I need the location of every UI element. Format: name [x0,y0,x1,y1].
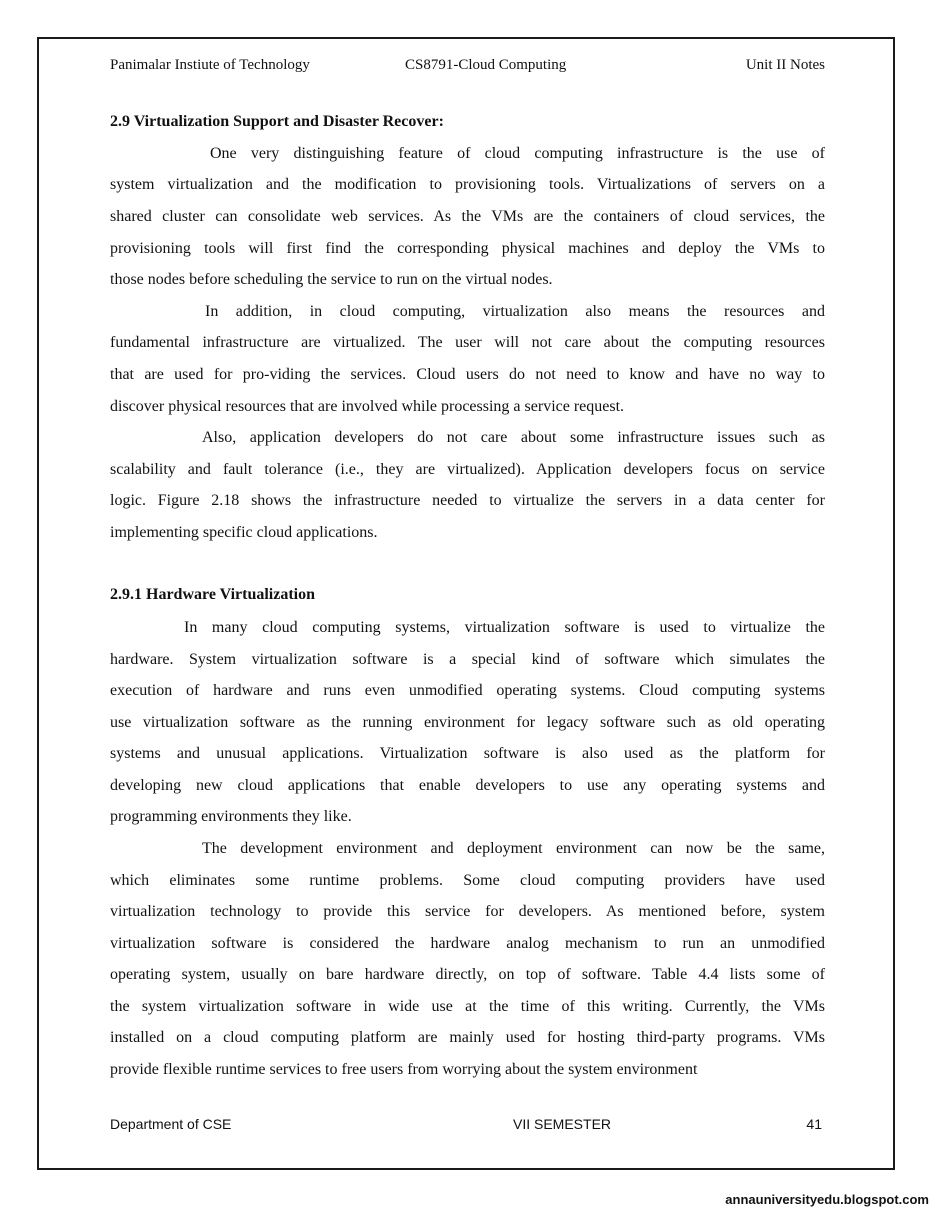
source-watermark: annauniversityedu.blogspot.com [725,1192,929,1207]
paragraph-line: One very distinguishing feature of cloud computing infrastructure is the use of [210,145,825,162]
paragraph-line: implementing specific cloud applications. [110,524,378,541]
paragraph-line: installed on a cloud computing platform are mainly used for hosting third-party programs. VMs [110,1029,825,1046]
paragraph-line: fundamental infrastructure are virtualized. The user will not care about the computing resources [110,334,825,351]
paragraph-line: provide flexible runtime services to free users from worrying about the system environment [110,1061,698,1078]
paragraph-line: execution of hardware and runs even unmodified operating systems. Cloud computing systems [110,682,825,699]
section-heading-2-9-1: 2.9.1 Hardware Virtualization [110,586,316,603]
paragraph-line: discover physical resources that are involved while processing a service request. [110,398,625,415]
footer-department: Department of CSE [110,1116,232,1132]
header-unit: Unit II Notes [745,57,825,73]
paragraph-line: provisioning tools will first find the corresponding physical machines and deploy the VMs to [110,240,825,257]
header-institute: Panimalar Instiute of Technology [110,57,310,73]
paragraph-line: which eliminates some runtime problems. Some cloud computing providers have used [110,872,825,889]
paragraph-line: that are used for pro-viding the services. Cloud users do not need to know and have no way to [110,366,825,383]
paragraph-line: systems and unusual applications. Virtualization software is also used as the platform for [110,745,825,762]
paragraph-line: programming environments they like. [110,808,352,825]
paragraph-line: virtualization software is considered the hardware analog mechanism to run an unmodified [110,935,825,952]
paragraph-line: In many cloud computing systems, virtualization software is used to virtualize the [184,619,825,636]
paragraph-line: The development environment and deployment environment can now be the same, [202,840,825,857]
paragraph-line: logic. Figure 2.18 shows the infrastructure needed to virtualize the servers in a data center for [110,492,825,509]
paragraph-line: In addition, in cloud computing, virtualization also means the resources and [205,303,825,320]
paragraph-line: use virtualization software as the running environment for legacy software such as old operating [110,714,825,731]
paragraph-line: those nodes before scheduling the service to run on the virtual nodes. [110,271,553,288]
paragraph-line: Also, application developers do not care about some infrastructure issues such as [202,429,825,446]
paragraph-line: the system virtualization software in wide use at the time of this writing. Currently, the VMs [110,998,825,1015]
footer-semester: VII SEMESTER [513,1116,612,1132]
header-course: CS8791-Cloud Computing [405,57,567,73]
paragraph-line: system virtualization and the modification to provisioning tools. Virtualizations of servers on a [110,176,825,193]
paragraph-line: scalability and fault tolerance (i.e., they are virtualized). Application developers focus on service [110,461,825,478]
paragraph-line: virtualization technology to provide this service for developers. As mentioned before, system [110,903,825,920]
paragraph-line: operating system, usually on bare hardware directly, on top of software. Table 4.4 lists some of [110,966,825,983]
paragraph-line: shared cluster can consolidate web services. As the VMs are the containers of cloud services, the [110,208,825,225]
footer-page-number: 41 [806,1116,822,1132]
paragraph-line: hardware. System virtualization software is a special kind of software which simulates the [110,651,825,668]
paragraph-line: developing new cloud applications that enable developers to use any operating systems and [110,777,825,794]
section-heading-2-9: 2.9 Virtualization Support and Disaster Recover: [110,113,444,130]
